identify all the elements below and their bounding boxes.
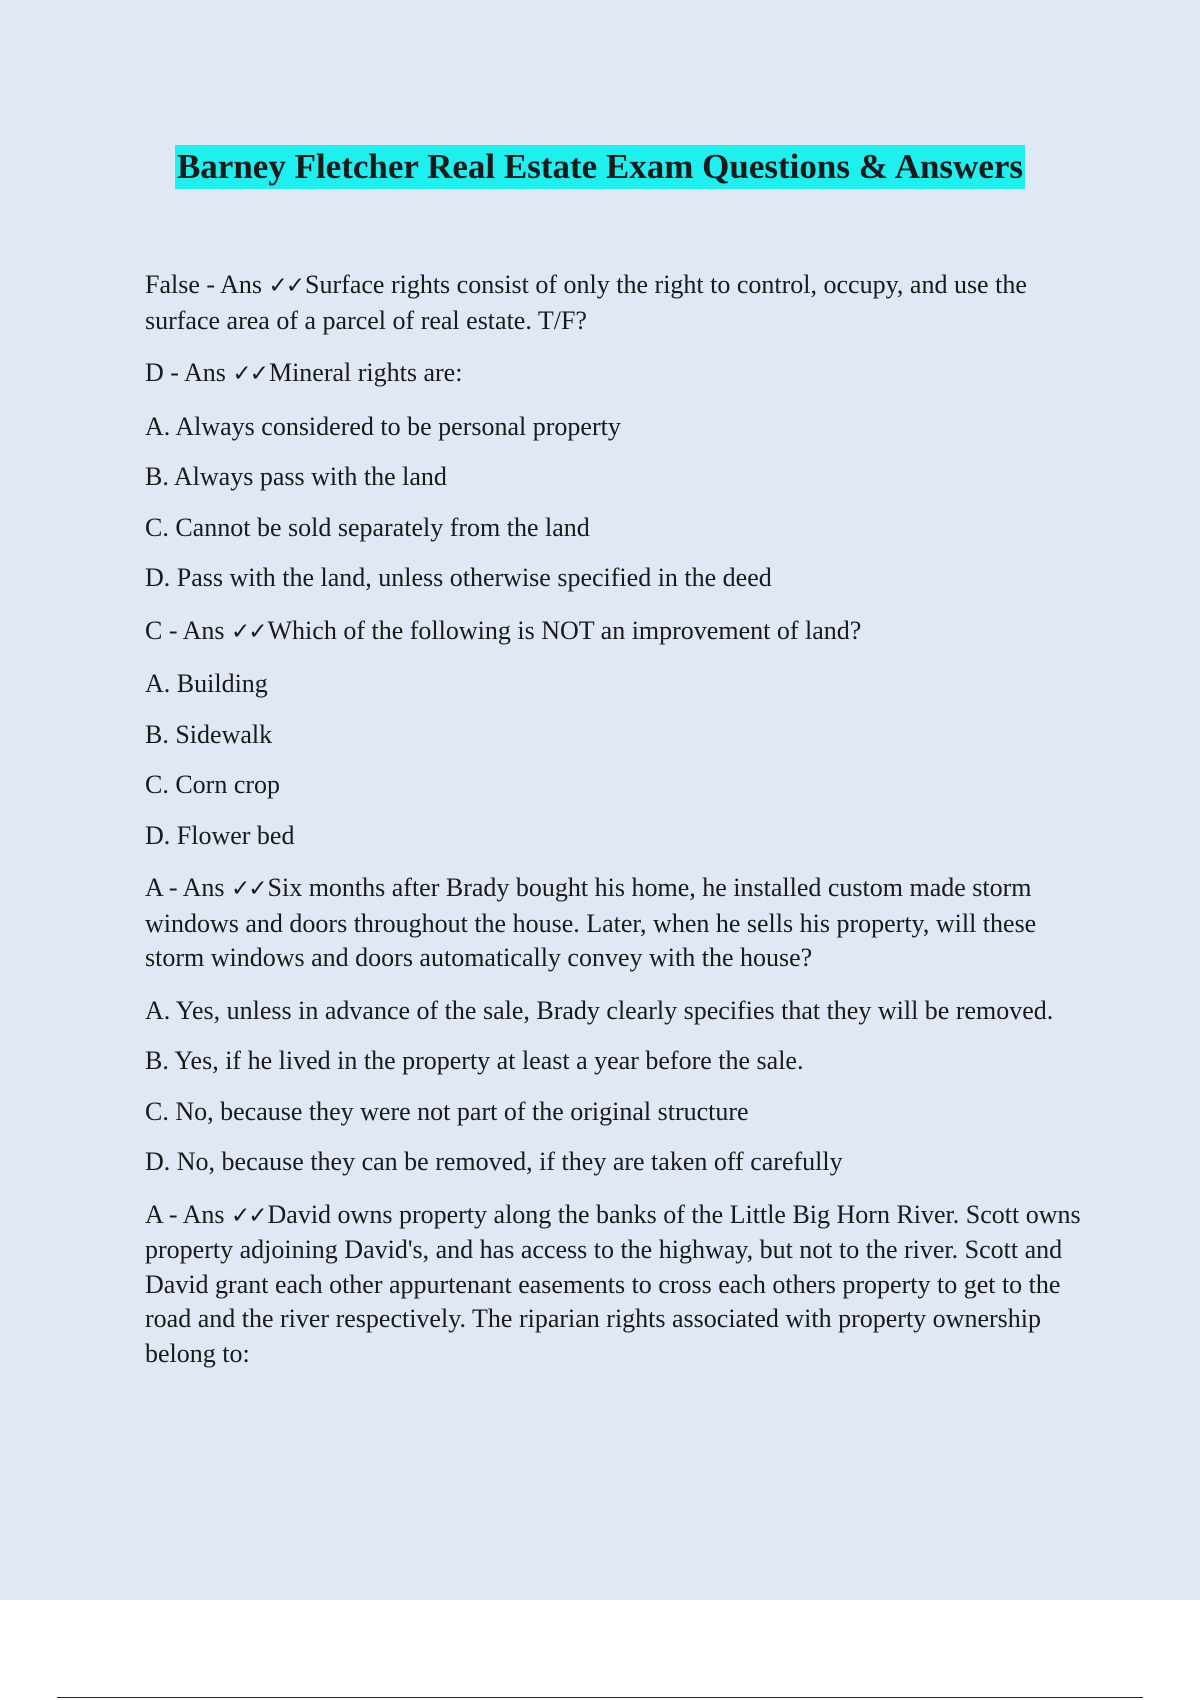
check-mark-icon: ✓✓ [230,1202,266,1229]
option-text: D. Pass with the land, unless otherwise specified in the deed [145,563,772,592]
question-text: Six months after Brady bought his home, he installed custom made storm windows and doors throughout the house. Later, when he sells his property, will these storm windows and doors automatically convey with the house? [145,873,1037,972]
answer-prefix: D - Ans [145,358,233,387]
answer-paragraph [145,614,1085,650]
answer-paragraph [145,1198,1085,1372]
option-text: D. No, because they can be removed, if they are taken off carefully [145,1147,843,1176]
check-mark-icon: ✓✓ [230,876,266,902]
check-mark-icon: ✓✓ [268,273,304,299]
question-text: David owns property along the banks of the Little Big Horn River. Scott owns property adjoining David's, and has access to the highway, but not to the river. Scott and David grant each other appurtenant easements to cross each others property to get to the road and the river respectively. The riparian rights associated with property ownership belong to: [145,1199,1081,1368]
option-text: A. Always considered to be personal property [145,411,621,441]
check-mark-icon: ✓✓ [230,618,266,645]
answer-prefix: C - Ans [145,615,231,645]
question-text: Surface rights consist of only the right to control, occupy, and use the surface area of a parcel of real estate. T/F? [145,270,1027,335]
option-text: D. Flower bed [145,820,295,850]
option-text: B. Sidewalk [145,719,273,749]
option-text: B. Yes, if he lived in the property at least a year before the sale. [145,1046,804,1075]
option-text: B. Always pass with the land [145,462,447,491]
option-text: C. No, because they were not part of the original structure [145,1096,749,1126]
document-body [145,268,1085,1389]
question-text: Mineral rights are: [268,358,463,387]
answer-prefix: False - Ans [145,270,269,299]
document-title: Barney Fletcher Real Estate Exam Questions & Answers [175,145,1025,189]
title-container [0,145,1200,189]
answer-paragraph [145,268,1085,338]
option-text: A. Building [145,669,268,698]
answer-prefix: A - Ans [145,873,231,902]
option-text: C. Corn crop [145,770,281,799]
option-text: A. Yes, unless in advance of the sale, Brady clearly specifies that they will be removed. [145,995,1054,1025]
check-mark-icon: ✓✓ [232,361,267,387]
answer-paragraph [145,356,1085,392]
footer-divider [57,1697,1143,1698]
answer-paragraph [145,871,1085,976]
option-text: C. Cannot be sold separately from the land [145,512,590,542]
question-text: Which of the following is NOT an improvement of land? [267,615,862,645]
answer-prefix: A - Ans [145,1199,231,1229]
